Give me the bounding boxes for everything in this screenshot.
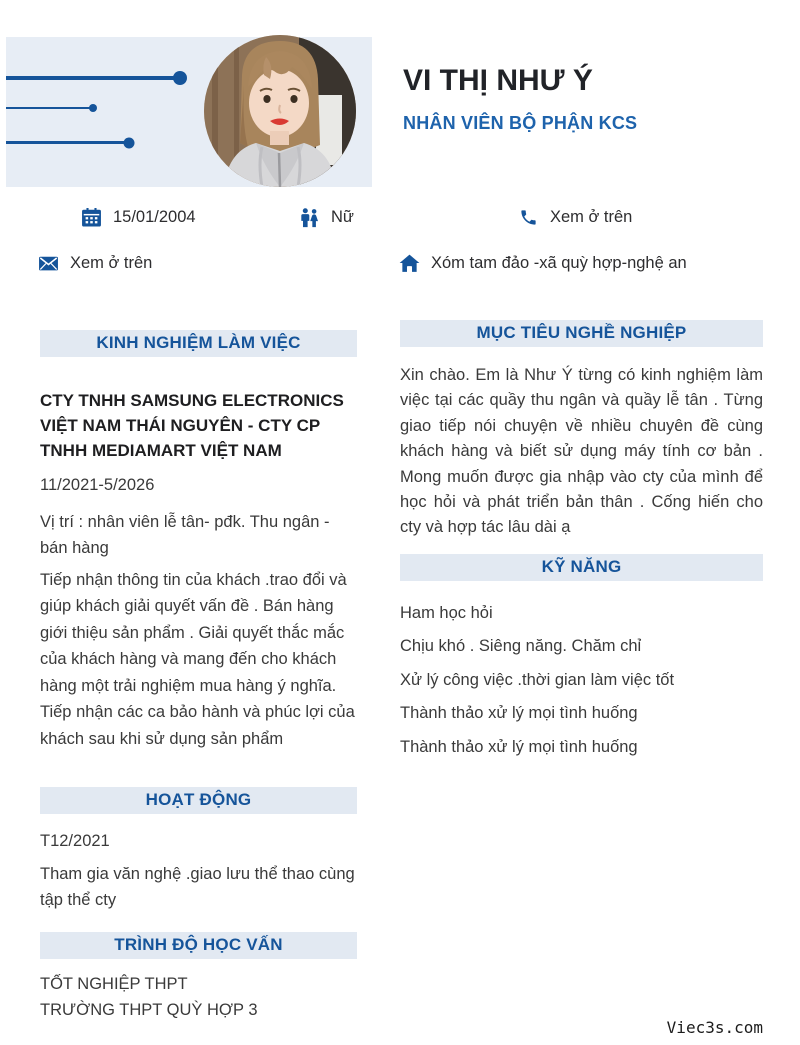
objective-text: Xin chào. Em là Như Ý từng có kinh nghiệm làm việc tại các quầy thu ngân và quầy lễ tân . Từng giao tiếp nói chuyện về nhiều chuyên đề cùng khách hàng và biết sử dụng máy tính cơ bản . Mong muốn được gia nhập vào cty của mình để học hỏi và phát triển bản thân . Cống hiến cho cty và hợp tác lâu dài ạ bbox=[400, 366, 763, 537]
dob-value: 15/01/2004 bbox=[113, 207, 196, 226]
decorative-line bbox=[6, 141, 129, 144]
experience-description: Tiếp nhận thông tin của khách .trao đổi và giúp khách giải quyết vấn đề . Bán hàng giới thiệu sản phẩm . Giải quyết thắc mắc của khách hàng và mang đến cho khách hàng một trải nghiệm mua hàng ý nghĩa. Tiếp nhận các ca bảo hành và phúc lợi của khách sau khi sử dụng sản phẩm bbox=[40, 570, 355, 748]
section-title-experience: KINH NGHIỆM LÀM VIỆC bbox=[40, 330, 357, 357]
left-column bbox=[40, 330, 357, 1023]
skill-item: Chịu khó . Siêng năng. Chăm chỉ bbox=[400, 637, 642, 656]
calendar-icon bbox=[81, 207, 102, 228]
experience-position: Vị trí : nhân viên lễ tân- pđk. Thu ngân - bán hàng bbox=[40, 512, 330, 557]
address-value: Xóm tam đảo -xã quỳ hợp-nghệ an bbox=[431, 253, 687, 272]
section-title-activities: HOẠT ĐỘNG bbox=[40, 787, 357, 814]
gender-icon bbox=[299, 207, 320, 228]
contact-address bbox=[399, 252, 687, 274]
phone-value: Xem ở trên bbox=[550, 207, 633, 226]
section-title-objective: MỤC TIÊU NGHỀ NGHIỆP bbox=[400, 320, 763, 347]
contact-email bbox=[38, 252, 152, 274]
profile-photo bbox=[204, 35, 356, 187]
email-value: Xem ở trên bbox=[70, 253, 153, 272]
contact-gender bbox=[299, 206, 354, 228]
envelope-icon bbox=[38, 253, 59, 274]
candidate-job-title: NHÂN VIÊN BỘ PHẬN KCS bbox=[403, 113, 638, 133]
section-title-education: TRÌNH ĐỘ HỌC VẤN bbox=[40, 932, 357, 959]
skills-list bbox=[400, 600, 763, 760]
activity-description: Tham gia văn nghệ .giao lưu thể thao cùng tập thể cty bbox=[40, 864, 355, 909]
decorative-line bbox=[6, 107, 93, 109]
skill-item: Thành thảo xử lý mọi tình huống bbox=[400, 737, 638, 756]
education-school: TRƯỜNG THPT QUỲ HỢP 3 bbox=[40, 1000, 258, 1019]
site-watermark: Viec3s.com bbox=[666, 1018, 763, 1037]
decorative-dot bbox=[124, 137, 135, 148]
skill-item: Xử lý công việc .thời gian làm việc tốt bbox=[400, 670, 675, 689]
decorative-dot bbox=[89, 104, 97, 112]
decorative-dot bbox=[173, 71, 187, 85]
decorative-line bbox=[6, 76, 180, 80]
experience-period: 11/2021-5/2026 bbox=[40, 476, 155, 494]
skill-item: Thành thảo xử lý mọi tình huống bbox=[400, 704, 638, 723]
right-column bbox=[400, 320, 763, 767]
contact-dob bbox=[81, 206, 196, 228]
gender-value: Nữ bbox=[331, 207, 354, 226]
section-title-skills: KỸ NĂNG bbox=[400, 554, 763, 581]
home-icon bbox=[399, 253, 420, 274]
experience-company: CTY TNHH SAMSUNG ELECTRONICS VIỆT NAM THÁI NGUYÊN - CTY CP TNHH MEDIAMART VIỆT NAM bbox=[40, 391, 344, 460]
activity-period: T12/2021 bbox=[40, 832, 110, 850]
skill-item: Ham học hỏi bbox=[400, 603, 493, 622]
contact-phone bbox=[518, 206, 632, 228]
phone-icon bbox=[518, 207, 539, 228]
candidate-name: VI THỊ NHƯ Ý bbox=[403, 64, 593, 97]
education-degree: TỐT NGHIỆP THPT bbox=[40, 974, 188, 993]
